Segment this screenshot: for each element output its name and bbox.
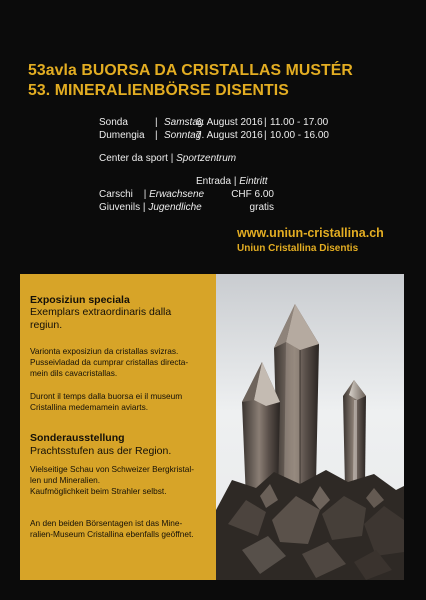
venue-line	[99, 153, 236, 165]
german-museum-line: An den beiden Börsentagen ist das Mine-	[30, 518, 183, 528]
german-body-line: Kaufmöglichkeit beim Strahler selbst.	[30, 486, 167, 496]
time-2: 10.00 - 16.00	[270, 130, 329, 141]
adult-price: CHF 6.00	[231, 189, 274, 200]
separator: |	[142, 202, 146, 213]
date-2: 7. August 2016	[196, 130, 263, 141]
separator: |	[155, 117, 158, 128]
day-romansh-1: Sonda	[99, 117, 128, 128]
venue-romansh: Center da sport	[99, 153, 168, 164]
day-german-1: Samstag	[164, 117, 204, 128]
crystal-photo	[216, 274, 404, 580]
adult-romansh: Carschi	[99, 189, 133, 200]
admission-header-german: Eintritt	[239, 176, 268, 187]
day-german-2: Sonntag	[164, 130, 202, 141]
quartz-crystal-image	[216, 274, 404, 580]
youth-romansh: Giuvenils	[99, 202, 141, 213]
youth-german: Jugendliche	[148, 202, 202, 213]
youth-price: gratis	[249, 202, 274, 213]
adult-german: Erwachsene	[149, 189, 205, 200]
club-name: Uniun Cristallina Disentis	[237, 243, 359, 254]
time-1: 11.00 - 17.00	[270, 117, 329, 128]
romansh-heading: Exposiziun speciala	[30, 294, 130, 306]
separator: |	[170, 153, 174, 164]
german-museum-line: ralien-Museum Cristallina ebenfalls geöffnet.	[30, 529, 194, 539]
romansh-body-line: mein dils cavacristallas.	[30, 368, 118, 378]
venue-german: Sportzentrum	[176, 153, 237, 164]
romansh-body-line: Pusseivladad da cumprar cristallas directa-	[30, 357, 189, 367]
romansh-subtitle-line-1: Exemplars extraordinaris dalla	[30, 306, 172, 318]
german-heading: Sonderausstellung	[30, 432, 125, 444]
romansh-subtitle-line-2: regiun.	[30, 319, 63, 331]
separator: |	[143, 189, 147, 200]
german-body-line: Vielseitige Schau von Schweizer Bergkristal-	[30, 464, 195, 474]
separator: |	[264, 117, 267, 128]
german-subtitle: Prachtsstufen aus der Region.	[30, 445, 172, 457]
admission-header-romansh: Entrada	[196, 176, 232, 187]
separator: |	[155, 130, 158, 141]
admission-label-2	[99, 202, 202, 214]
separator: |	[264, 130, 267, 141]
admission-label-1	[99, 189, 204, 201]
crystal-matrix	[216, 470, 404, 580]
website-link[interactable]: www.uniun-cristallina.ch	[237, 226, 384, 240]
right-crystal	[343, 380, 366, 488]
info-panel	[20, 274, 216, 580]
romansh-museum-line: Duront il temps dalla buorsa ei il museum	[30, 391, 183, 401]
title-german: 53. MINERALIENBÖRSE DISENTIS	[28, 82, 289, 99]
romansh-museum-line: Cristallina medemamein aviarts.	[30, 402, 149, 412]
romansh-body-line: Varionta exposiziun da cristallas svizras.	[30, 346, 179, 356]
admission-header	[196, 176, 268, 188]
german-body-line: len und Mineralien.	[30, 475, 101, 485]
title-romansh: 53avla BUORSA DA CRISTALLAS MUSTÉR	[28, 62, 353, 79]
day-romansh-2: Dumengia	[99, 130, 145, 141]
date-1: 6. August 2016	[196, 117, 263, 128]
separator: |	[233, 176, 237, 187]
